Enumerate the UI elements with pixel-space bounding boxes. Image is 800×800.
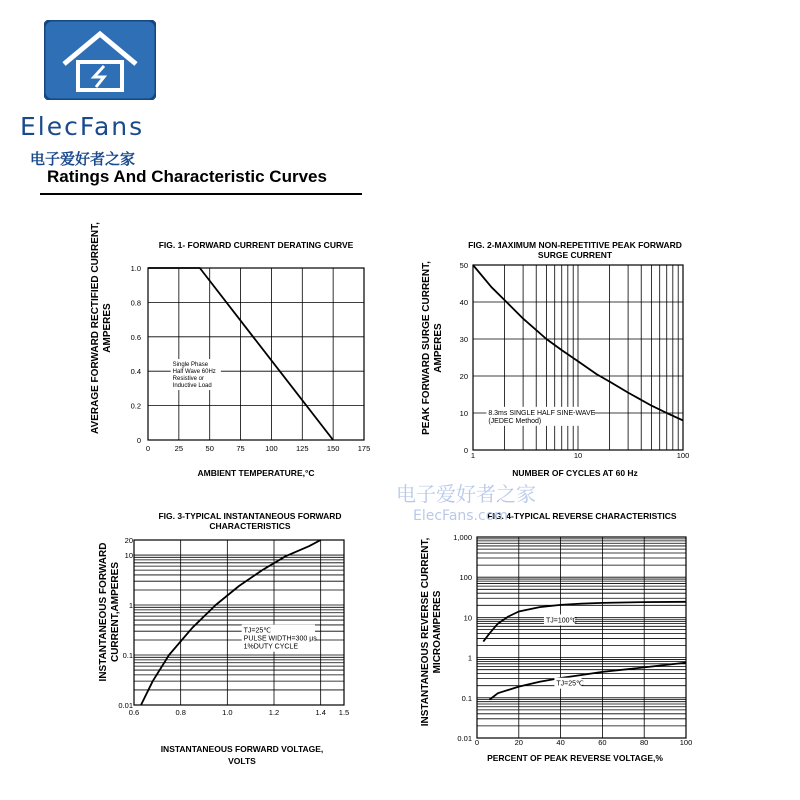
- fig4-series-line-1: [483, 602, 686, 642]
- fig2-title: SURGE CURRENT: [537, 250, 613, 260]
- fig4-xtick-label: 100: [679, 738, 693, 747]
- fig3-xtick-label: 0.6: [128, 708, 140, 717]
- fig2-annotation-text: 8.3ms SINGLE HALF SINE-WAVE: [488, 409, 596, 417]
- fig1-ytick-label: 0.6: [130, 332, 141, 342]
- fig3-xtick-label: 1.4: [315, 708, 326, 717]
- fig3-ytick-label: 1: [128, 601, 133, 611]
- fig4-ytick-label: 100: [459, 573, 472, 583]
- fig2-xtick-label: 10: [573, 451, 583, 460]
- fig2-ytick-label: 20: [459, 372, 468, 381]
- fig1-ylabel: AMPERES: [102, 303, 113, 353]
- fig1-xtick-label: 125: [296, 444, 309, 453]
- fig3-xlabel: INSTANTANEOUS FORWARD VOLTAGE,: [160, 744, 324, 754]
- fig1-plot-frame: [148, 268, 364, 440]
- fig1-annotation-text: Half Wave 60Hz: [172, 369, 216, 376]
- fig3-series-line-1: [141, 540, 321, 705]
- fig2-ytick-label: 0: [463, 446, 468, 455]
- fig2-ytick-label: 10: [459, 409, 468, 418]
- watermark-subtext: ElecFans.com: [413, 508, 508, 524]
- fig3-annotation-text: PULSE WIDTH=300 µs: [243, 635, 317, 643]
- fig4-annotation-text: TJ=25℃: [556, 680, 584, 688]
- fig4-plot-frame: [477, 537, 686, 738]
- fig3-ytick-label: 10: [124, 551, 133, 561]
- fig2-ytick-label: 30: [459, 335, 468, 344]
- fig1-ytick-label: 0: [136, 436, 141, 445]
- fig2-ylabel: PEAK FORWARD SURGE CURRENT,: [421, 261, 432, 435]
- fig4-xtick-label: 40: [556, 738, 565, 747]
- fig4-ytick-label: 10: [463, 613, 472, 623]
- fig1-xtick-label: 175: [357, 444, 371, 453]
- fig1-ytick-label: 0.8: [130, 298, 141, 308]
- fig1-xtick-label: 150: [326, 444, 340, 453]
- fig4-ylabel: INSTANTANEOUS REVERSE CURRENT,: [420, 537, 431, 727]
- fig2-ytick-label: 50: [459, 261, 468, 270]
- fig4-xlabel: PERCENT OF PEAK REVERSE VOLTAGE,%: [487, 753, 663, 763]
- fig2-xtick-label: 100: [676, 451, 690, 460]
- fig1-xtick-label: 75: [236, 444, 245, 453]
- fig1-xtick-label: 0: [145, 444, 151, 453]
- fig3-ytick-label: 0.1: [122, 651, 133, 661]
- fig1-ytick-label: 0.4: [130, 367, 141, 377]
- fig1-ytick-label: 0.2: [130, 401, 141, 411]
- fig2-ylabel: AMPERES: [433, 323, 444, 373]
- fig4-xtick-label: 80: [640, 738, 649, 747]
- brand-name: ElecFans: [20, 112, 145, 141]
- fig3-ytick-label: 20: [124, 536, 133, 545]
- fig1-xtick-label: 100: [265, 444, 278, 453]
- fig4-title: FIG. 4-TYPICAL REVERSE CHARACTERISTICS: [487, 511, 677, 521]
- fig4-xtick-label: 60: [598, 738, 607, 747]
- fig4-xtick-label: 0: [474, 738, 480, 747]
- fig3-plot-frame: [134, 540, 344, 705]
- fig4-ytick-label: 0.01: [457, 734, 472, 743]
- fig2-xlabel: NUMBER OF CYCLES AT 60 Hz: [512, 468, 638, 478]
- fig2-annotation-text: (JEDEC Method): [488, 417, 542, 425]
- fig4-ytick-label: 1: [467, 653, 472, 663]
- fig4-annotation-text: TJ=100℃: [545, 617, 578, 625]
- fig3-title: CHARACTERISTICS: [209, 521, 291, 531]
- fig3-title: FIG. 3-TYPICAL INSTANTANEOUS FORWARD: [158, 511, 342, 521]
- fig3-ylabel: INSTANTANEOUS FORWARD: [98, 542, 109, 682]
- fig2-xtick-label: 1: [470, 451, 476, 460]
- watermark-text: 电子爱好者之家: [396, 482, 536, 506]
- fig3-ytick-label: 0.01: [118, 701, 133, 710]
- fig3-xtick-label: 1.2: [268, 708, 280, 717]
- fig1-xlabel: AMBIENT TEMPERATURE,°C: [197, 468, 315, 478]
- fig1-annotation-text: Resistive or: [172, 376, 205, 383]
- fig4-xtick-label: 20: [514, 738, 523, 747]
- fig1-ylabel: AVERAGE FORWARD RECTIFIED CURRENT,: [90, 222, 101, 434]
- fig1-annotation-text: Single Phase: [172, 362, 209, 369]
- fig2-title: FIG. 2-MAXIMUM NON-REPETITIVE PEAK FORWARD: [468, 240, 682, 250]
- fig3-ylabel: CURRENT,AMPERES: [110, 561, 121, 663]
- fig4-ytick-label: 0.1: [461, 693, 472, 703]
- fig4-ylabel: MICROAMPERES: [432, 590, 443, 674]
- fig1-xtick-label: 50: [205, 444, 214, 453]
- fig2-ytick-label: 40: [459, 298, 468, 307]
- fig1-xtick-label: 25: [174, 444, 184, 453]
- fig1-annotation-text: Inductive Load: [172, 383, 212, 390]
- fig3-annotation-text: TJ=25℃: [243, 627, 272, 635]
- fig3-xtick-label: 1.0: [222, 708, 233, 717]
- fig3-annotation-text: 1%DUTY CYCLE: [243, 643, 299, 651]
- fig3-xlabel: VOLTS: [228, 756, 256, 766]
- fig4-ytick-label: 1,000: [453, 533, 472, 542]
- fig3-xtick-label: 0.8: [175, 708, 186, 717]
- fig1-title: FIG. 1- FORWARD CURRENT DERATING CURVE: [158, 240, 354, 250]
- fig1-ytick-label: 1.0: [130, 264, 141, 273]
- fig3-xtick-label: 1.5: [338, 708, 350, 717]
- brand-subtitle: 电子爱好者之家: [30, 150, 136, 168]
- section-title: Ratings And Characteristic Curves: [47, 167, 327, 186]
